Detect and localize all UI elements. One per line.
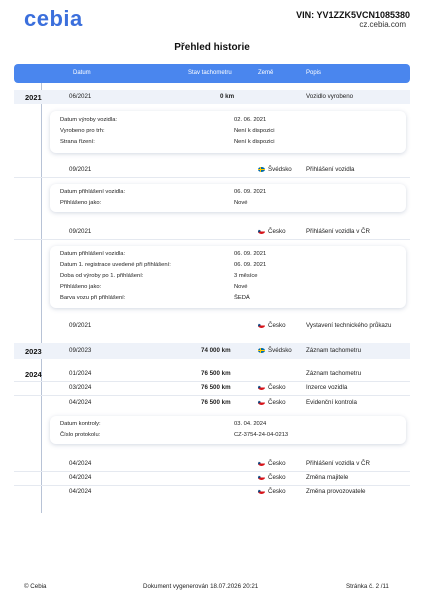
row-description: Vozidlo vyrobeno (306, 93, 354, 100)
card-label: Číslo protokolu: (60, 432, 101, 438)
czech-flag-icon (258, 385, 265, 390)
card-value: 3 měsíce (234, 273, 258, 279)
row-description: Záznam tachometru (306, 370, 362, 377)
row-date: 04/2024 (69, 474, 92, 481)
row-date: 04/2024 (69, 488, 92, 495)
row-description: Změna majitele (306, 474, 349, 481)
detail-card (50, 184, 406, 212)
row-date: 01/2024 (69, 370, 92, 377)
table-row (14, 163, 410, 178)
table-row (14, 90, 410, 104)
row-description: Inzerce vozidla (306, 384, 348, 391)
row-description: Evidenční kontrola (306, 399, 357, 406)
detail-card (50, 111, 406, 153)
czech-flag-icon (258, 489, 265, 494)
card-label: Přihlášeno jako: (60, 284, 102, 290)
column-description: Popis (306, 70, 322, 76)
card-label: Datum přihlášení vozidla: (60, 251, 126, 257)
table-header (14, 64, 410, 83)
table-row (14, 457, 410, 472)
page-title: Přehled historie (174, 42, 250, 53)
row-description: Přihlášení vozidla v ČR (306, 228, 370, 235)
table-row (14, 471, 410, 486)
czech-flag-icon (258, 400, 265, 405)
vin-number: VIN: YV1ZZK5VCN1085380 (296, 10, 410, 20)
year-label: 2024 (25, 370, 42, 379)
row-description: Přihlášení vozidla v ČR (306, 460, 370, 467)
row-country: Švédsko (258, 347, 292, 354)
card-value: 02. 06. 2021 (234, 117, 267, 123)
card-label: Datum výroby vozidla: (60, 117, 118, 123)
detail-card (50, 246, 406, 308)
table-row (14, 319, 410, 333)
table-row (14, 225, 410, 240)
row-country: Česko (258, 460, 286, 467)
row-description: Záznam tachometru (306, 347, 362, 354)
card-label: Strana řízení: (60, 139, 95, 145)
column-date: Datum (73, 70, 91, 76)
czech-flag-icon (258, 461, 265, 466)
site-url: cz.cebia.com (359, 20, 406, 29)
row-country: Česko (258, 399, 286, 406)
cebia-logo: cebia (24, 6, 83, 31)
row-description: Vystavení technického průkazu (306, 322, 392, 329)
card-value: ŠEDÁ (234, 295, 250, 301)
sweden-flag-icon (258, 348, 265, 353)
card-label: Datum 1. registrace uvedené při přihlášení: (60, 262, 171, 268)
row-date: 09/2021 (69, 166, 92, 173)
card-value: 03. 04. 2024 (234, 421, 267, 427)
table-row (14, 381, 410, 396)
card-value: 06. 09. 2021 (234, 189, 267, 195)
card-value: CZ-3754-24-04-0213 (234, 432, 289, 438)
card-value: Nové (234, 284, 248, 290)
card-value: Není k dispozici (234, 139, 275, 145)
card-label: Datum kontroly: (60, 421, 101, 427)
card-label: Barva vozu při přihlášení: (60, 295, 126, 301)
card-value: Nové (234, 200, 248, 206)
table-row (14, 367, 410, 382)
row-date: 04/2024 (69, 399, 92, 406)
row-odometer: 76 500 km (201, 399, 231, 406)
czech-flag-icon (258, 229, 265, 234)
row-odometer: 0 km (220, 93, 235, 100)
czech-flag-icon (258, 323, 265, 328)
row-odometer: 74 000 km (201, 347, 231, 354)
row-description: Přihlášení vozidla (306, 166, 355, 173)
row-odometer: 76 500 km (201, 384, 231, 391)
table-row (14, 485, 410, 499)
card-label: Doba od výroby po 1. přihlášení: (60, 273, 144, 279)
column-country: Země (258, 70, 274, 76)
row-date: 06/2021 (69, 93, 92, 100)
row-date: 09/2021 (69, 228, 92, 235)
row-description: Změna provozovatele (306, 488, 366, 495)
row-country: Česko (258, 474, 286, 481)
card-label: Datum přihlášení vozidla: (60, 189, 126, 195)
table-row (14, 343, 410, 359)
row-date: 03/2024 (69, 384, 92, 391)
row-country: Švédsko (258, 166, 292, 173)
footer-generated: Dokument vygenerován 18.07.2026 20:21 (143, 583, 259, 590)
czech-flag-icon (258, 475, 265, 480)
row-date: 04/2024 (69, 460, 92, 467)
table-row (14, 396, 410, 410)
footer-page-number: Stránka č. 2 /11 (346, 583, 389, 590)
card-value: Není k dispozici (234, 128, 275, 134)
year-label: 2021 (25, 93, 42, 102)
row-date: 09/2023 (69, 347, 92, 354)
card-label: Přihlášeno jako: (60, 200, 102, 206)
detail-card (50, 416, 406, 444)
row-country: Česko (258, 322, 286, 329)
footer-brand: © Cebia (24, 583, 47, 590)
year-label: 2023 (25, 347, 42, 356)
column-odometer: Stav tachometru (188, 70, 232, 76)
row-country: Česko (258, 384, 286, 391)
card-value: 06. 09. 2021 (234, 251, 267, 257)
row-date: 09/2021 (69, 322, 92, 329)
timeline-line (41, 83, 42, 513)
row-country: Česko (258, 488, 286, 495)
card-value: 06. 09. 2021 (234, 262, 267, 268)
sweden-flag-icon (258, 167, 265, 172)
row-country: Česko (258, 228, 286, 235)
row-odometer: 76 500 km (201, 370, 231, 377)
card-label: Vyrobeno pro trh: (60, 128, 105, 134)
